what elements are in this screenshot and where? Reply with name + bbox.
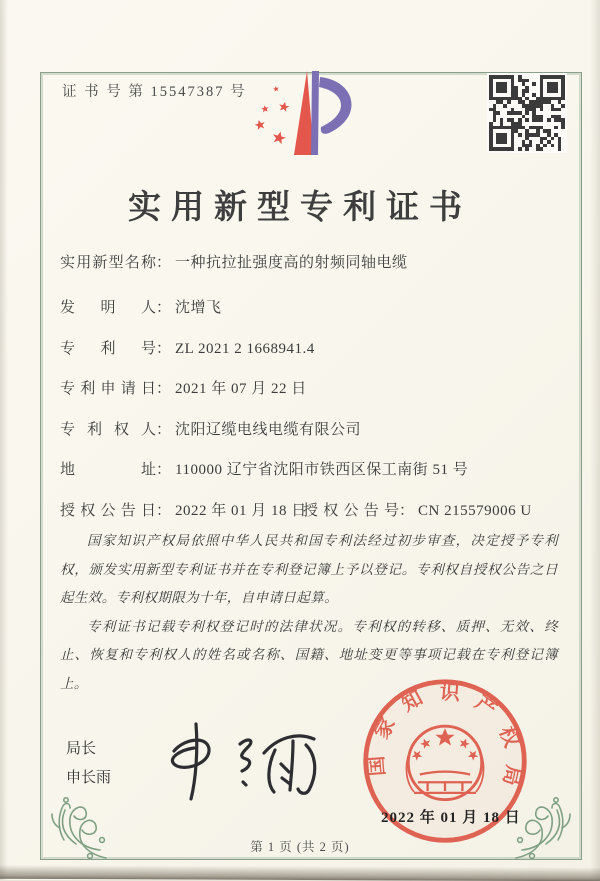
field-row-grant: 授权公告日： 2022 年 01 月 18 日 授权公告号： CN 215579006 U xyxy=(60,502,532,519)
legal-paragraph-2: 专利证书记载专利权登记时的法律状况。专利权的转移、质押、无效、终止、恢复和专利权人的姓名或名称、国籍、地址变更等事项记载在专利登记簿上。 xyxy=(60,618,558,691)
field-row-filing-date: 专利申请日： 2021 年 07 月 22 日 xyxy=(60,381,307,397)
seal-org-text: 国家知识产权局 xyxy=(365,681,525,788)
field-label: 地址 xyxy=(60,462,156,478)
scan-edge-left xyxy=(0,0,8,880)
field-list xyxy=(60,255,560,543)
field-label: 专利权人 xyxy=(60,421,156,438)
legal-text xyxy=(60,527,558,698)
scan-edge-right xyxy=(590,0,600,880)
issuer-role: 局长 xyxy=(66,740,97,757)
field-label: 实用新型名称 xyxy=(60,255,156,271)
field-row-patent-no: 专利号： ZL 2021 2 1668941.4 xyxy=(60,340,315,357)
legal-paragraph-1: 国家知识产权局依照中华人民共和国专利法经过初步审查，决定授予专利权，颁发实用新型专利证书并在专利登记簿上予以登记。专利权自授权公告之日起生效。专利权期限为十年，自申请日起算。 xyxy=(60,533,558,605)
grant-number-pair: 授权公告号： CN 215579006 U xyxy=(303,502,532,519)
field-label: 授权公告日 xyxy=(60,502,156,519)
page-footer: 第 1 页 (共 2 页) xyxy=(250,840,350,854)
field-value: CN 215579006 U xyxy=(418,502,532,519)
field-value: 2021 年 07 月 22 日 xyxy=(175,381,307,397)
field-label: 专利申请日 xyxy=(60,381,156,397)
corner-ornament-icon xyxy=(512,788,588,864)
field-label: 发明人 xyxy=(60,300,156,316)
field-row-name: 实用新型名称： 一种抗拉扯强度高的射频同轴电缆 xyxy=(60,255,408,271)
corner-ornament-icon xyxy=(34,788,110,864)
field-value: 一种抗拉扯强度高的射频同轴电缆 xyxy=(175,255,408,271)
field-value: 110000 辽宁省沈阳市铁西区保工南街 51 号 xyxy=(175,462,469,478)
field-label: 授权公告号 xyxy=(303,502,399,519)
qr-code xyxy=(487,73,567,153)
issuer-name: 申长雨 xyxy=(66,769,112,786)
field-value: 沈阳辽缆电线电缆有限公司 xyxy=(175,421,362,438)
seal-date: 2022 年 01 月 18 日 xyxy=(381,810,521,826)
scan-shadow-bottom xyxy=(0,865,600,881)
field-value: ZL 2021 2 1668941.4 xyxy=(175,340,315,357)
field-value: 2022 年 01 月 18 日 xyxy=(175,502,307,519)
certificate-number: 证 书 号 第 15547387 号 xyxy=(62,84,247,100)
cnipa-patent-logo-icon xyxy=(232,64,382,166)
field-row-address: 地址： 110000 辽宁省沈阳市铁西区保工南街 51 号 xyxy=(60,462,469,478)
certificate-title: 实用新型专利证书 xyxy=(128,190,472,226)
director-signature xyxy=(148,710,323,812)
field-row-inventor: 发明人： 沈增飞 xyxy=(60,300,222,316)
field-value: 沈增飞 xyxy=(175,300,222,316)
field-label: 专利号 xyxy=(60,340,156,357)
field-row-patentee: 专利权人： 沈阳辽缆电线电缆有限公司 xyxy=(60,421,362,438)
